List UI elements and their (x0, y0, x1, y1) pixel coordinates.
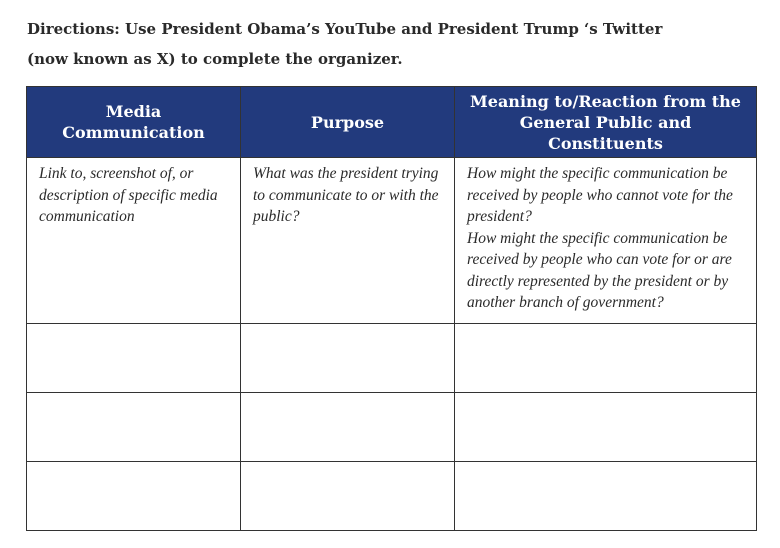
media-answer-cell[interactable] (27, 462, 241, 531)
directions-line-2: (now known as X) to complete the organizer. (27, 50, 403, 68)
header-row (27, 87, 757, 158)
meaning-answer-cell[interactable] (455, 393, 757, 462)
header-meaning-reaction: Meaning to/Reaction from the General Public and Constituents (455, 87, 757, 158)
prompt-row (27, 158, 757, 324)
table-row (27, 324, 757, 393)
header-purpose: Purpose (241, 87, 455, 158)
purpose-answer-cell[interactable] (241, 393, 455, 462)
media-answer-cell[interactable] (27, 324, 241, 393)
purpose-answer-cell[interactable] (241, 462, 455, 531)
meaning-question-1: How might the specific communication be received by people who cannot vote for the president? (467, 165, 733, 225)
organizer-table (26, 86, 757, 531)
directions (27, 14, 767, 74)
purpose-answer-cell[interactable] (241, 324, 455, 393)
meaning-question-2: How might the specific communication be received by people who can vote for or are directly represented by the president or by another branch of government? (467, 229, 732, 311)
media-prompt-cell[interactable]: Link to, screenshot of, or description of specific media communication (27, 158, 241, 324)
directions-line-1: Directions: Use President Obama’s YouTube and President Trump ‘s Twitter (27, 20, 663, 38)
table-row (27, 462, 757, 531)
header-media-communication (27, 87, 241, 158)
meaning-prompt-cell[interactable] (455, 158, 757, 324)
meaning-answer-cell[interactable] (455, 324, 757, 393)
table-row (27, 393, 757, 462)
media-answer-cell[interactable] (27, 393, 241, 462)
header-media-line-2: Communication (62, 123, 205, 142)
meaning-answer-cell[interactable] (455, 462, 757, 531)
header-media-line-1: Media (105, 102, 162, 121)
purpose-prompt-cell[interactable]: What was the president trying to communicate to or with the public? (241, 158, 455, 324)
